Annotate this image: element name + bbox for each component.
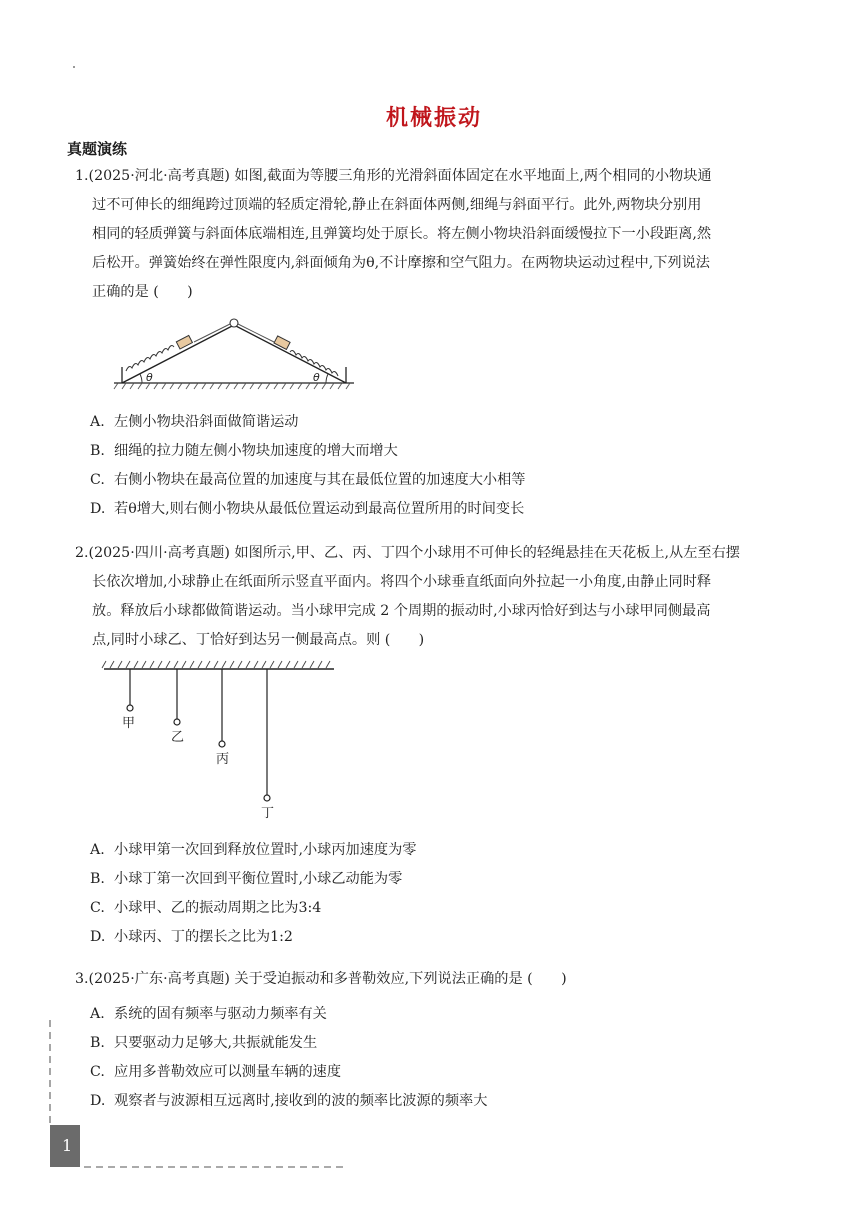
q1-option-a[interactable]: A. 左侧小物块沿斜面做简谐运动 xyxy=(90,414,299,430)
question-3-source: (2025·广东·高考真题) xyxy=(88,971,230,987)
question-2-line-3: 放。释放后小球都做简谐运动。当小球甲完成 2 个周期的振动时,小球丙恰好到达与小球甲同侧最高 xyxy=(92,603,711,619)
corner-dot xyxy=(73,66,75,68)
q2-option-c[interactable]: C. 小球甲、乙的振动周期之比为3:4 xyxy=(90,900,322,916)
q2-option-a[interactable]: A. 小球甲第一次回到释放位置时,小球丙加速度为零 xyxy=(90,842,417,858)
page-title: 机械振动 xyxy=(385,106,482,131)
q2-option-d[interactable]: D. 小球丙、丁的摆长之比为1:2 xyxy=(90,929,293,945)
ball-ding-label: 丁 xyxy=(261,806,275,821)
q2-option-b[interactable]: B. 小球丁第一次回到平衡位置时,小球乙动能为零 xyxy=(90,871,403,887)
right-angle-label: θ xyxy=(313,371,320,384)
incline-figure xyxy=(108,315,368,395)
question-1-source: (2025·河北·高考真题) xyxy=(88,168,230,184)
ball-jia-label: 甲 xyxy=(122,716,136,731)
q1-option-b[interactable]: B. 细绳的拉力随左侧小物块加速度的增大而增大 xyxy=(90,443,398,459)
question-2-number: 2. xyxy=(75,545,89,561)
question-1-line-3: 相同的轻质弹簧与斜面体底端相连,且弹簧均处于原长。将左侧小物块沿斜面缓慢拉下一小段距离,然 xyxy=(92,226,712,242)
question-2-line-2: 长依次增加,小球静止在纸面所示竖直平面内。将四个小球垂直纸面向外拉起一小角度,由静止同时释 xyxy=(92,574,712,590)
question-3-number: 3. xyxy=(75,971,89,987)
page-number: 1 xyxy=(62,1136,73,1155)
question-1-line-4: 后松开。弹簧始终在弹性限度内,斜面倾角为θ,不计摩擦和空气阻力。在两物块运动过程中,下列说法 xyxy=(92,255,710,271)
question-3-line-1: 关于受迫振动和多普勒效应,下列说法正确的是 ( ) xyxy=(234,971,567,987)
ball-yi-label: 乙 xyxy=(171,730,185,745)
q3-option-c[interactable]: C. 应用多普勒效应可以测量车辆的速度 xyxy=(90,1064,342,1080)
question-3 xyxy=(75,965,567,994)
section-heading: 真题演练 xyxy=(67,140,128,158)
q3-option-a[interactable]: A. 系统的固有频率与驱动力频率有关 xyxy=(90,1006,327,1022)
q3-option-b[interactable]: B. 只要驱动力足够大,共振就能发生 xyxy=(90,1035,318,1051)
pendulum-figure xyxy=(100,655,340,830)
ball-bing-label: 丙 xyxy=(216,752,230,767)
question-2-line-1: 如图所示,甲、乙、丙、丁四个小球用不可伸长的轻绳悬挂在天花板上,从左至右摆 xyxy=(234,545,740,561)
question-1-number: 1. xyxy=(75,168,89,184)
question-2 xyxy=(75,539,740,655)
q1-option-d[interactable]: D. 若θ增大,则右侧小物块从最低位置运动到最高位置所用的时间变长 xyxy=(90,501,525,517)
left-angle-label: θ xyxy=(146,371,153,384)
question-1-line-2: 过不可伸长的细绳跨过顶端的轻质定滑轮,静止在斜面体两侧,细绳与斜面平行。此外,两物块分别用 xyxy=(92,197,702,213)
question-1-line-5: 正确的是 ( ) xyxy=(92,284,193,300)
q1-option-c[interactable]: C. 右侧小物块在最高位置的加速度与其在最低位置的加速度大小相等 xyxy=(90,472,526,488)
page-corner-decoration xyxy=(44,1020,354,1170)
q3-option-d[interactable]: D. 观察者与波源相互远离时,接收到的波的频率比波源的频率大 xyxy=(90,1093,488,1109)
question-1-line-1: 如图,截面为等腰三角形的光滑斜面体固定在水平地面上,两个相同的小物块通 xyxy=(234,168,712,184)
question-2-source: (2025·四川·高考真题) xyxy=(88,545,230,561)
question-2-line-4: 点,同时小球乙、丁恰好到达另一侧最高点。则 ( ) xyxy=(92,632,425,648)
question-1 xyxy=(75,162,712,307)
